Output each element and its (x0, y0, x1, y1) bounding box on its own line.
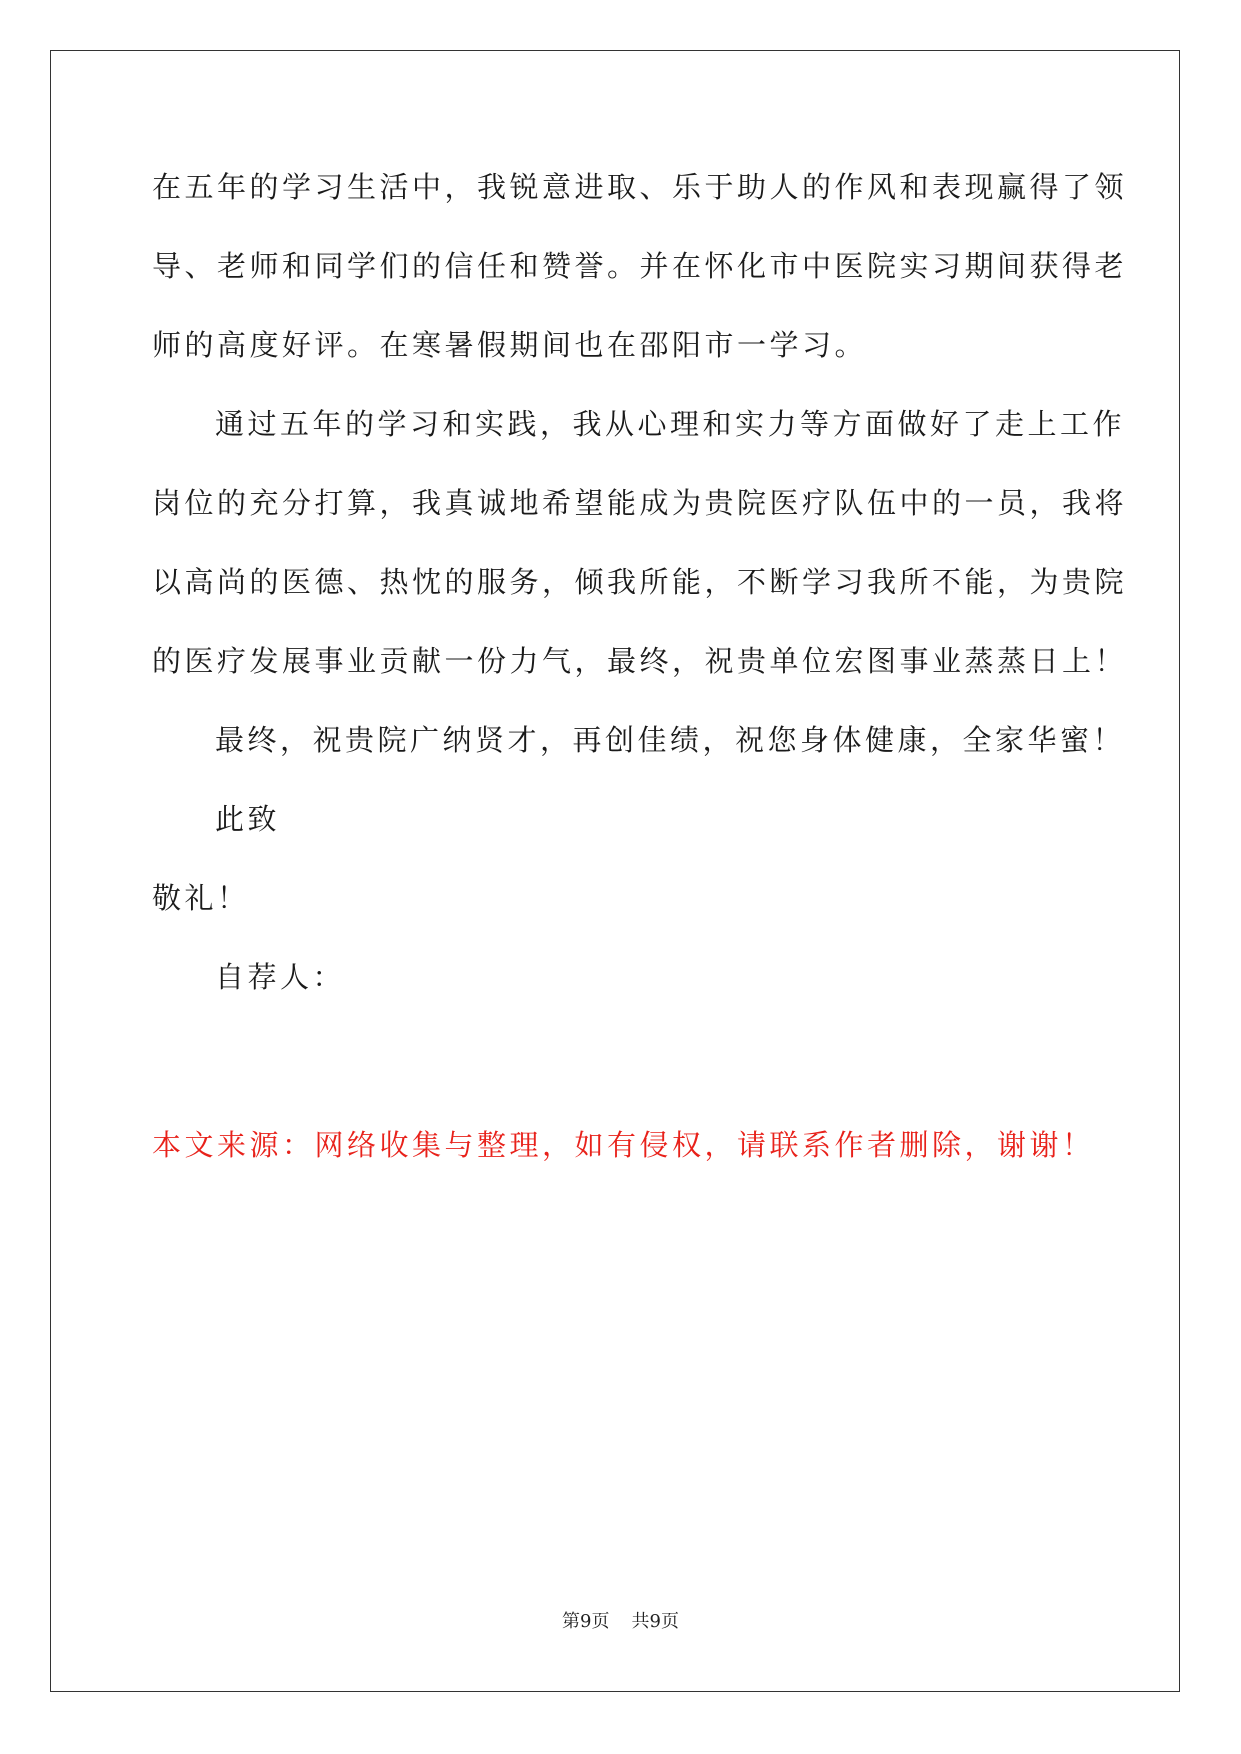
salutation-cizhi: 此致 (215, 802, 281, 836)
page-footer (0, 1610, 1241, 1634)
paragraph-1-line-3: 师的高度好评。在寒暑假期间也在邵阳市一学习。 (152, 328, 868, 362)
salutation-jingli: 敬礼！ (152, 881, 250, 915)
closing-wishes: 最终，祝贵院广纳贤才，再创佳绩，祝您身体健康，全家华蜜！ (215, 723, 1126, 757)
paragraph-1-line-2: 导、老师和同学们的信任和赞誉。并在怀化市中医院实习期间获得老 (152, 249, 1128, 283)
paragraph-2-line-1: 通过五年的学习和实践，我从心理和实力等方面做好了走上工作 (215, 407, 1126, 441)
paragraph-2-line-4: 的医疗发展事业贡献一份力气，最终，祝贵单位宏图事业蒸蒸日上！ (152, 644, 1128, 678)
page-number-total: 共9页 (631, 1611, 679, 1632)
page-number-current: 第9页 (562, 1611, 610, 1632)
paragraph-2-line-2: 岗位的充分打算，我真诚地希望能成为贵院医疗队伍中的一员，我将 (152, 486, 1128, 520)
page-border (50, 50, 1180, 1692)
signature-label: 自荐人： (215, 960, 346, 994)
paragraph-1-line-1: 在五年的学习生活中，我锐意进取、乐于助人的作风和表现赢得了领 (152, 170, 1128, 204)
source-note: 本文来源：网络收集与整理，如有侵权，请联系作者删除，谢谢！ (152, 1128, 1095, 1162)
paragraph-2-line-3: 以高尚的医德、热忱的服务，倾我所能，不断学习我所不能，为贵院 (152, 565, 1128, 599)
